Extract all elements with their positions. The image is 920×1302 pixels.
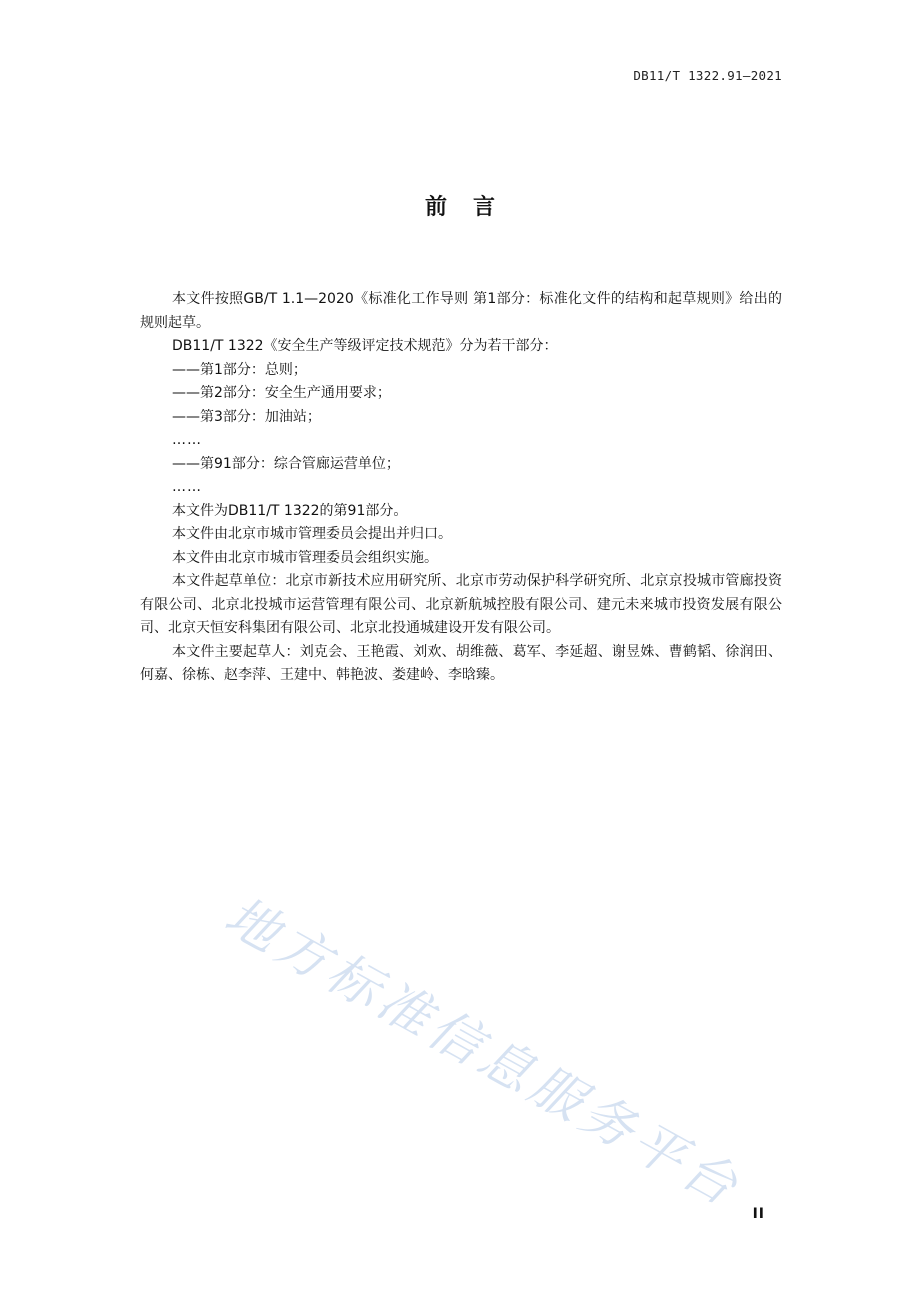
- paragraph-proposer: 本文件由北京市城市管理委员会提出并归口。: [172, 526, 452, 542]
- paragraph-implementer: 本文件由北京市城市管理委员会组织实施。: [172, 549, 438, 566]
- paragraph-parts-intro: DB11/T 1322《安全生产等级评定技术规范》分为若干部分：: [172, 338, 558, 354]
- watermark: 地方标准信息服务平台: [214, 886, 752, 1220]
- list-item-part-2: ——第2部分：安全生产通用要求；: [172, 385, 391, 401]
- foreword-body: [140, 288, 782, 688]
- paragraph-drafters: 本文件主要起草人：刘克会、王艳霞、刘欢、胡维薇、葛军、李延超、谢昱姝、曹鹤韬、徐润田、何嘉、徐栋、赵李萍、王建中、韩艳波、娄建岭、李晗臻。: [140, 643, 782, 683]
- paragraph-part-statement: 本文件为DB11/T 1322的第91部分。: [172, 502, 408, 519]
- page-number: II: [752, 1206, 765, 1222]
- paragraph-drafting-rules: 本文件按照GB/T 1.1—2020《标准化工作导则 第1部分：标准化文件的结构和起草规则》给出的规则起草。: [140, 291, 782, 331]
- list-ellipsis: ……: [172, 432, 202, 448]
- list-item-part-91: ——第91部分：综合管廊运营单位；: [172, 455, 400, 472]
- list-item-part-1: ——第1部分：总则；: [172, 361, 307, 378]
- list-ellipsis: ……: [172, 479, 202, 495]
- page-title: 前言: [424, 195, 521, 220]
- paragraph-drafting-units: 本文件起草单位：北京市新技术应用研究所、北京市劳动保护科学研究所、北京京投城市管廊投资有限公司、北京北投城市运营管理有限公司、北京新航城控股有限公司、建元未来城市投资发展有限公司、北京天恒安科集团有限公司、北京北投通城建设开发有限公司。: [140, 573, 782, 636]
- list-item-part-3: ——第3部分：加油站；: [172, 408, 321, 425]
- document-code: DB11/T 1322.91—2021: [633, 68, 782, 83]
